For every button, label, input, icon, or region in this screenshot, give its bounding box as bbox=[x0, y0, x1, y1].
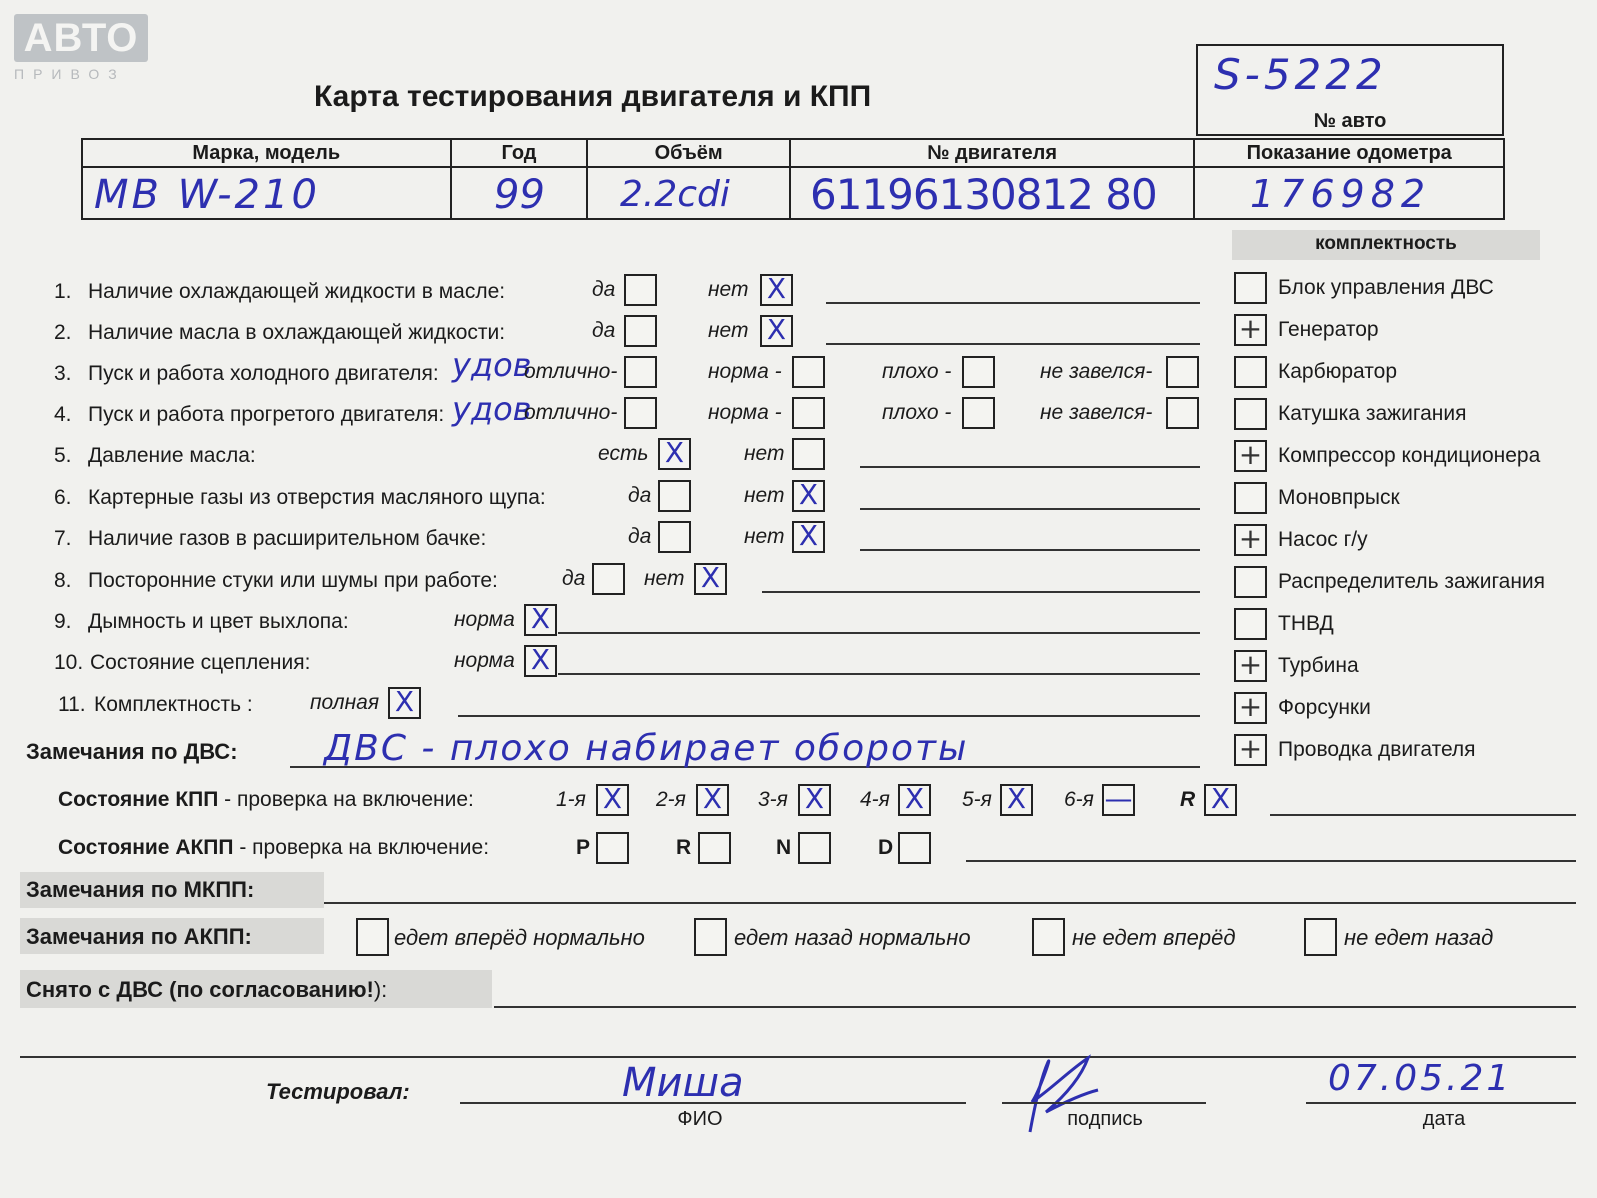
gear-label: 5-я bbox=[962, 788, 992, 811]
row-label: Наличие газов в расширительном бачке: bbox=[88, 527, 487, 550]
akpp-mode-label: D bbox=[878, 836, 894, 859]
akpp-mode-label: N bbox=[776, 836, 792, 859]
completeness-item-carburetor: Карбюратор bbox=[1278, 360, 1398, 383]
completeness-item-monoinjection: Моновпрыск bbox=[1278, 486, 1400, 509]
completeness-title: комплектность bbox=[1315, 233, 1457, 254]
date-caption: дата bbox=[1422, 1108, 1466, 1130]
check-mark: X bbox=[798, 519, 819, 552]
row-label: Пуск и работа холодного двигателя: bbox=[88, 362, 439, 385]
no-start-checkbox[interactable] bbox=[1166, 356, 1199, 388]
page-title: Карта тестирования двигателя и КПП bbox=[314, 80, 872, 113]
check-mark: X bbox=[700, 561, 721, 594]
removed-line bbox=[494, 1006, 1576, 1008]
plus-mark: + bbox=[1238, 312, 1263, 345]
option-label: нет bbox=[644, 567, 685, 590]
notes-line bbox=[762, 591, 1200, 593]
dash-mark: — bbox=[1104, 782, 1133, 815]
engine-no-value: 61196130812 80 bbox=[810, 170, 1157, 219]
option-label: нет bbox=[744, 484, 785, 507]
removed-label-end: ): bbox=[373, 977, 388, 1002]
option-label: плохо - bbox=[882, 360, 952, 383]
akpp-option-label: едет вперёд нормально bbox=[394, 925, 645, 950]
plus-mark: + bbox=[1238, 438, 1263, 471]
notes-line bbox=[860, 549, 1200, 551]
odometer-value: 176982 bbox=[1250, 172, 1432, 216]
check-mark: X bbox=[766, 272, 787, 305]
car-number-label: № авто bbox=[1313, 110, 1387, 132]
option-label: полная bbox=[310, 691, 380, 714]
name-caption: ФИО bbox=[677, 1108, 723, 1130]
header-engine-no: № двигателя bbox=[790, 139, 1194, 167]
no-start-checkbox[interactable] bbox=[1166, 397, 1199, 429]
option-label: норма - bbox=[708, 401, 782, 424]
option-label: не завелся- bbox=[1040, 360, 1153, 383]
option-label: да bbox=[628, 484, 652, 507]
mkpp-remarks-line bbox=[324, 902, 1576, 904]
plus-mark: + bbox=[1238, 690, 1263, 723]
notes-line bbox=[860, 508, 1200, 510]
akpp-mode-checkbox[interactable] bbox=[596, 832, 629, 864]
option-label: не завелся- bbox=[1040, 401, 1153, 424]
completeness-item-generator: Генератор bbox=[1278, 318, 1379, 341]
yes-checkbox[interactable] bbox=[624, 315, 657, 347]
check-mark: X bbox=[530, 643, 551, 676]
check-mark: X bbox=[602, 782, 623, 815]
notes-line bbox=[1270, 814, 1576, 816]
completeness-item-injection-pump: ТНВД bbox=[1278, 612, 1334, 635]
bad-checkbox[interactable] bbox=[962, 397, 995, 429]
completeness-item-ps-pump: Насос г/у bbox=[1278, 528, 1368, 551]
option-label: нет bbox=[744, 525, 785, 548]
notes-line bbox=[558, 632, 1200, 634]
tester-name: Миша bbox=[622, 1060, 744, 1106]
logo-sub: ПРИВОЗ bbox=[14, 66, 126, 82]
removed-label-bold: Снято с ДВС (по согласованию! bbox=[26, 977, 374, 1002]
kpp-label-rest: - проверка на включение: bbox=[218, 788, 474, 811]
row-label: Наличие масла в охлаждающей жидкости: bbox=[88, 321, 506, 344]
row-number: 3. bbox=[54, 362, 72, 385]
check-mark: X bbox=[804, 782, 825, 815]
tested-label: Тестировал: bbox=[266, 1079, 410, 1104]
option-label: да bbox=[592, 278, 616, 301]
plus-mark: + bbox=[1238, 732, 1263, 765]
engine-remarks-value: ДВС - плохо набирает обороты bbox=[324, 728, 969, 769]
check-mark: X bbox=[904, 782, 925, 815]
check-mark: X bbox=[394, 685, 415, 718]
option-label: плохо - bbox=[882, 401, 952, 424]
option-label: да bbox=[592, 319, 616, 342]
akpp-option-checkbox[interactable] bbox=[1304, 918, 1337, 956]
check-mark: X bbox=[702, 782, 723, 815]
akpp-option-label: едет назад нормально bbox=[734, 925, 971, 950]
row-number: 4. bbox=[54, 403, 72, 426]
make-value: MB W-210 bbox=[94, 172, 320, 218]
signature-caption: подпись bbox=[1067, 1108, 1143, 1130]
gear-label: 4-я bbox=[860, 788, 890, 811]
header-year: Год bbox=[451, 139, 588, 167]
yes-checkbox[interactable] bbox=[658, 480, 691, 512]
akpp-option-checkbox[interactable] bbox=[694, 918, 727, 956]
gear-label: R bbox=[1180, 788, 1196, 811]
kpp-label bbox=[58, 788, 474, 812]
completeness-item-ecu: Блок управления ДВС bbox=[1278, 276, 1494, 299]
completeness-checkbox[interactable] bbox=[1234, 566, 1267, 598]
option-label: да bbox=[562, 567, 586, 590]
row-number: 9. bbox=[54, 610, 72, 633]
notes-line bbox=[860, 466, 1200, 468]
completeness-item-distributor: Распределитель зажигания bbox=[1278, 570, 1546, 593]
notes-line bbox=[558, 673, 1200, 675]
row-label: Посторонние стуки или шумы при работе: bbox=[88, 569, 498, 592]
normal-checkbox[interactable] bbox=[792, 397, 825, 429]
volume-value: 2.2cdi bbox=[620, 174, 730, 215]
yes-checkbox[interactable] bbox=[624, 274, 657, 306]
option-label: да bbox=[628, 525, 652, 548]
row-number: 10. bbox=[54, 651, 84, 674]
check-mark: X bbox=[798, 478, 819, 511]
row-number: 7. bbox=[54, 527, 72, 550]
notes-line bbox=[458, 715, 1200, 717]
akpp-mode-checkbox[interactable] bbox=[698, 832, 731, 864]
completeness-item-wiring: Проводка двигателя bbox=[1278, 738, 1476, 761]
gear-label: 6-я bbox=[1064, 788, 1094, 811]
handwritten-note: удов bbox=[452, 390, 532, 428]
completeness-checkbox[interactable] bbox=[1234, 608, 1267, 640]
completeness-item-ac-compressor: Компрессор кондиционера bbox=[1278, 444, 1541, 467]
logo-main: АВТО bbox=[14, 14, 148, 62]
row-label: Картерные газы из отверстия масляного щупа: bbox=[88, 486, 546, 509]
check-mark: X bbox=[530, 602, 551, 635]
completeness-checkbox[interactable] bbox=[1234, 356, 1267, 388]
check-mark: X bbox=[1210, 782, 1231, 815]
option-label: норма bbox=[454, 649, 515, 672]
completeness-item-injectors: Форсунки bbox=[1278, 696, 1371, 719]
gear-label: 2-я bbox=[656, 788, 686, 811]
akpp-mode-label: P bbox=[576, 836, 591, 859]
handwritten-note: удов bbox=[452, 346, 532, 384]
row-label: Пуск и работа прогретого двигателя: bbox=[88, 403, 445, 426]
kpp-label-bold: Состояние КПП bbox=[58, 788, 219, 811]
option-label: норма bbox=[454, 608, 515, 631]
option-label: нет bbox=[708, 278, 749, 301]
gear-label: 3-я bbox=[758, 788, 788, 811]
name-line bbox=[460, 1102, 966, 1104]
notes-line bbox=[966, 860, 1576, 862]
no-checkbox[interactable] bbox=[792, 438, 825, 470]
akpp-option-label: не едет назад bbox=[1344, 925, 1494, 950]
akpp-mode-label: R bbox=[676, 836, 692, 859]
row-number: 2. bbox=[54, 321, 72, 344]
signature-line bbox=[1002, 1102, 1206, 1104]
akpp-option-checkbox[interactable] bbox=[1032, 918, 1065, 956]
option-label: нет bbox=[708, 319, 749, 342]
excellent-checkbox[interactable] bbox=[624, 397, 657, 429]
akpp-label-bold: Состояние АКПП bbox=[58, 836, 234, 859]
notes-line bbox=[826, 343, 1200, 345]
akpp-option-label: не едет вперёд bbox=[1072, 925, 1236, 950]
akpp-remarks-label: Замечания по АКПП: bbox=[26, 924, 252, 949]
removed-label bbox=[26, 978, 387, 1002]
plus-mark: + bbox=[1238, 648, 1263, 681]
yes-checkbox[interactable] bbox=[658, 521, 691, 553]
row-number: 5. bbox=[54, 444, 72, 467]
row-number: 1. bbox=[54, 280, 72, 303]
date-line bbox=[1306, 1102, 1576, 1104]
completeness-item-turbo: Турбина bbox=[1278, 654, 1359, 677]
check-mark: X bbox=[664, 436, 685, 469]
akpp-option-checkbox[interactable] bbox=[356, 918, 389, 956]
mkpp-remarks-label: Замечания по МКПП: bbox=[26, 877, 255, 902]
car-number-value: S-5222 bbox=[1214, 50, 1387, 99]
option-label: есть bbox=[598, 442, 649, 465]
row-number: 6. bbox=[54, 486, 72, 509]
plus-mark: + bbox=[1238, 522, 1263, 555]
akpp-mode-checkbox[interactable] bbox=[898, 832, 931, 864]
gear-label: 1-я bbox=[556, 788, 586, 811]
row-label: Комплектность : bbox=[94, 693, 253, 716]
avtoprivoz-logo bbox=[14, 14, 148, 86]
option-label: отлично- bbox=[524, 360, 618, 383]
row-label: Дымность и цвет выхлопа: bbox=[88, 610, 349, 633]
option-label: отлично- bbox=[524, 401, 618, 424]
header-make: Марка, модель bbox=[82, 139, 451, 167]
akpp-mode-checkbox[interactable] bbox=[798, 832, 831, 864]
row-label: Состояние сцепления: bbox=[90, 651, 311, 674]
check-mark: X bbox=[1006, 782, 1027, 815]
excellent-checkbox[interactable] bbox=[624, 356, 657, 388]
row-label: Давление масла: bbox=[88, 444, 256, 467]
akpp-label-rest: - проверка на включение: bbox=[233, 836, 490, 859]
completeness-checkbox[interactable] bbox=[1234, 398, 1267, 430]
completeness-item-coil: Катушка зажигания bbox=[1278, 402, 1467, 425]
completeness-checkbox[interactable] bbox=[1234, 272, 1267, 304]
row-label: Наличие охлаждающей жидкости в масле: bbox=[88, 280, 506, 303]
engine-remarks-label: Замечания по ДВС: bbox=[26, 739, 238, 764]
header-odometer: Показание одометра bbox=[1194, 139, 1504, 167]
normal-checkbox[interactable] bbox=[792, 356, 825, 388]
year-value: 99 bbox=[494, 172, 545, 218]
bad-checkbox[interactable] bbox=[962, 356, 995, 388]
completeness-checkbox[interactable] bbox=[1234, 482, 1267, 514]
yes-checkbox[interactable] bbox=[592, 563, 625, 595]
option-label: норма - bbox=[708, 360, 782, 383]
option-label: нет bbox=[744, 442, 785, 465]
test-date: 07.05.21 bbox=[1328, 1058, 1513, 1099]
check-mark: X bbox=[766, 313, 787, 346]
akpp-label bbox=[58, 836, 489, 860]
notes-line bbox=[826, 302, 1200, 304]
row-number: 11. bbox=[58, 693, 86, 716]
row-number: 8. bbox=[54, 569, 72, 592]
header-volume: Объём bbox=[587, 139, 789, 167]
